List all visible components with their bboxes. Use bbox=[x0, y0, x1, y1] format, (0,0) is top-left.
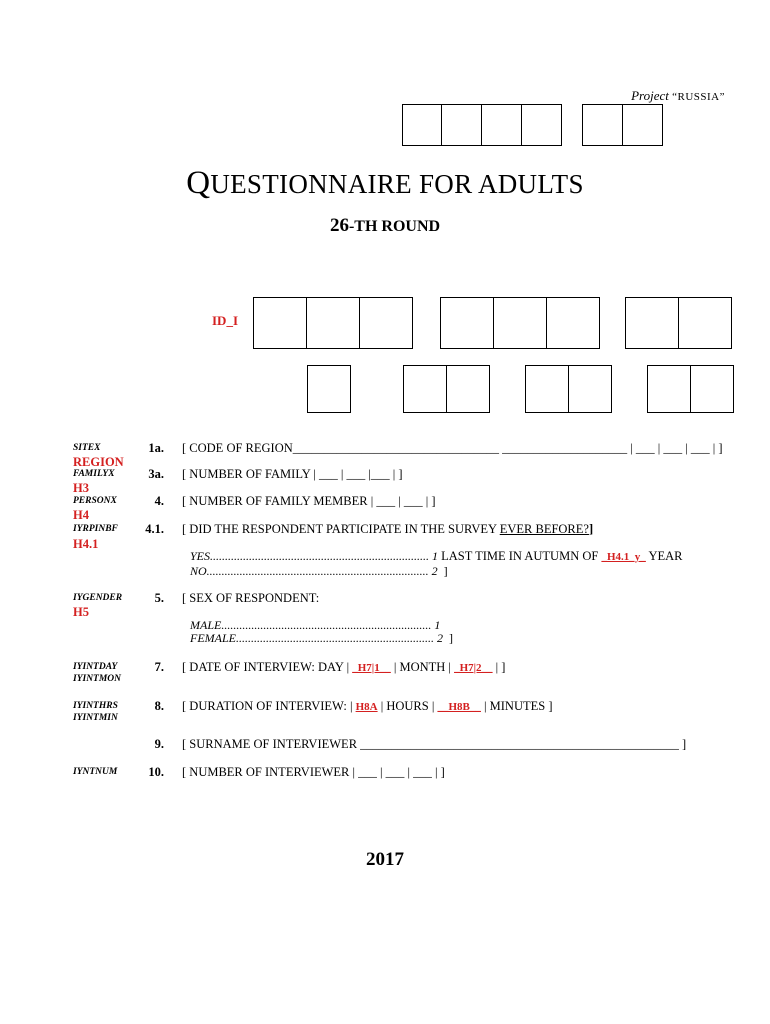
project-name: “RUSSIA” bbox=[672, 91, 725, 103]
id-box[interactable] bbox=[306, 297, 360, 349]
question-number: 9. bbox=[154, 737, 164, 751]
question-text[interactable]: [ CODE OF REGION_________________________________ ____________________ | ___ | ___ | ___ | ] bbox=[182, 441, 723, 455]
top-code-boxes-b bbox=[582, 104, 663, 146]
id-boxes-f bbox=[525, 365, 612, 413]
question-text-part: [ DURATION OF INTERVIEW: | bbox=[182, 699, 356, 713]
question-text[interactable] bbox=[182, 660, 505, 675]
id-boxes-d bbox=[307, 365, 351, 413]
question-number: 5. bbox=[154, 591, 164, 605]
question-text-part: [ DATE OF INTERVIEW: DAY | bbox=[182, 660, 353, 674]
option-yes[interactable] bbox=[190, 549, 682, 564]
project-prefix: Project bbox=[631, 88, 669, 103]
question-text-part: | MONTH | bbox=[390, 660, 455, 674]
var-code: IYINTMIN bbox=[73, 713, 118, 723]
option-no-text: NO.......................................................................... 2 bbox=[190, 564, 438, 578]
id-box[interactable] bbox=[647, 365, 691, 413]
ever-before-text: EVER BEFORE? bbox=[499, 522, 589, 536]
question-number: 4. bbox=[154, 494, 164, 508]
var-code: PERSONX bbox=[73, 496, 117, 506]
question-number: 4.1. bbox=[145, 522, 164, 536]
id-boxes-b bbox=[440, 297, 600, 349]
title-first-letter: Q bbox=[186, 165, 211, 201]
bracket-close: ] bbox=[443, 564, 448, 578]
red-month-code: _H7|2__ bbox=[454, 662, 493, 674]
code-box[interactable] bbox=[521, 104, 562, 146]
id-boxes-e bbox=[403, 365, 490, 413]
red-hours-code: H8A bbox=[355, 701, 378, 713]
question-text[interactable]: [ NUMBER OF FAMILY MEMBER | ___ | ___ | ] bbox=[182, 494, 436, 508]
id-box[interactable] bbox=[625, 297, 679, 349]
id-boxes-c bbox=[625, 297, 732, 349]
red-code: H5 bbox=[73, 605, 89, 619]
question-text-part: | HOURS | bbox=[377, 699, 438, 713]
question-text-part: | MINUTES ] bbox=[480, 699, 553, 713]
var-code: IYINTHRS bbox=[73, 701, 118, 711]
option-no[interactable] bbox=[190, 564, 448, 579]
red-code: H4 bbox=[73, 508, 89, 522]
title-rest: UESTIONNAIRE FOR ADULTS bbox=[210, 169, 584, 199]
red-code: H3 bbox=[73, 481, 89, 495]
var-code: IYINTMON bbox=[73, 674, 122, 684]
option-yes-text: YES......................................................................... 1 bbox=[190, 549, 439, 563]
red-day-code: _H7|1__ bbox=[352, 662, 391, 674]
id-box[interactable] bbox=[307, 365, 351, 413]
code-box[interactable] bbox=[481, 104, 522, 146]
red-minutes-code: __H8B__ bbox=[437, 701, 481, 713]
id-box[interactable] bbox=[446, 365, 490, 413]
question-text[interactable]: [ SURNAME OF INTERVIEWER ___________________________________________________ ] bbox=[182, 737, 687, 751]
question-text-part: [ DID THE RESPONDENT PARTICIPATE IN THE SURVEY bbox=[182, 522, 500, 536]
option-male[interactable]: MALE...................................................................... 1 bbox=[190, 618, 441, 632]
var-code: IYINTDAY bbox=[73, 662, 118, 672]
code-box[interactable] bbox=[582, 104, 623, 146]
code-box[interactable] bbox=[402, 104, 442, 146]
project-label bbox=[560, 88, 725, 104]
code-box[interactable] bbox=[441, 104, 482, 146]
question-number: 8. bbox=[154, 699, 164, 713]
id-boxes-g bbox=[647, 365, 734, 413]
id-label: ID_I bbox=[212, 313, 239, 328]
var-code: IYGENDER bbox=[73, 593, 123, 603]
var-code: SITEX bbox=[73, 443, 101, 453]
question-text-part: | ] bbox=[492, 660, 506, 674]
var-code: FAMILYX bbox=[73, 469, 115, 479]
question-text[interactable]: [ NUMBER OF FAMILY | ___ | ___ |___ | ] bbox=[182, 467, 403, 481]
option-female[interactable] bbox=[190, 631, 453, 646]
top-code-boxes-a bbox=[402, 104, 562, 146]
question-text: [ SEX OF RESPONDENT: bbox=[182, 591, 320, 605]
question-text[interactable]: [ NUMBER OF INTERVIEWER | ___ | ___ | ___ | ] bbox=[182, 765, 445, 779]
last-time-text: LAST TIME IN AUTUMN OF bbox=[441, 549, 599, 563]
question-number: 7. bbox=[154, 660, 164, 674]
question-text[interactable] bbox=[182, 699, 553, 714]
page-subtitle bbox=[0, 215, 770, 237]
id-box[interactable] bbox=[493, 297, 547, 349]
question-number: 10. bbox=[148, 765, 164, 779]
id-boxes-a bbox=[253, 297, 413, 349]
id-box[interactable] bbox=[253, 297, 307, 349]
id-box[interactable] bbox=[403, 365, 447, 413]
id-box[interactable] bbox=[678, 297, 732, 349]
footer-year: 2017 bbox=[366, 849, 404, 870]
question-text bbox=[182, 522, 593, 537]
year-word: YEAR bbox=[648, 549, 683, 563]
red-code: REGION bbox=[73, 455, 124, 469]
subtitle-number: 26 bbox=[329, 215, 349, 236]
question-number: 3a. bbox=[148, 467, 164, 481]
page-title bbox=[0, 165, 770, 202]
id-box[interactable] bbox=[568, 365, 612, 413]
id-box[interactable] bbox=[440, 297, 494, 349]
id-box[interactable] bbox=[525, 365, 569, 413]
id-box[interactable] bbox=[359, 297, 413, 349]
bracket-close: ] bbox=[449, 631, 453, 645]
id-box[interactable] bbox=[546, 297, 600, 349]
option-female-text: FEMALE.................................................................. 2 bbox=[190, 631, 443, 645]
bracket-close: ] bbox=[588, 522, 594, 536]
var-code: IYNTNUM bbox=[73, 767, 118, 777]
question-number: 1a. bbox=[148, 441, 164, 455]
subtitle-rest: -TH ROUND bbox=[348, 218, 441, 235]
code-box[interactable] bbox=[622, 104, 663, 146]
id-box[interactable] bbox=[690, 365, 734, 413]
red-code: H4.1 bbox=[73, 537, 99, 551]
red-year-code: _H4.1_y_ bbox=[601, 551, 646, 563]
var-code: IYRPINBF bbox=[73, 524, 118, 534]
